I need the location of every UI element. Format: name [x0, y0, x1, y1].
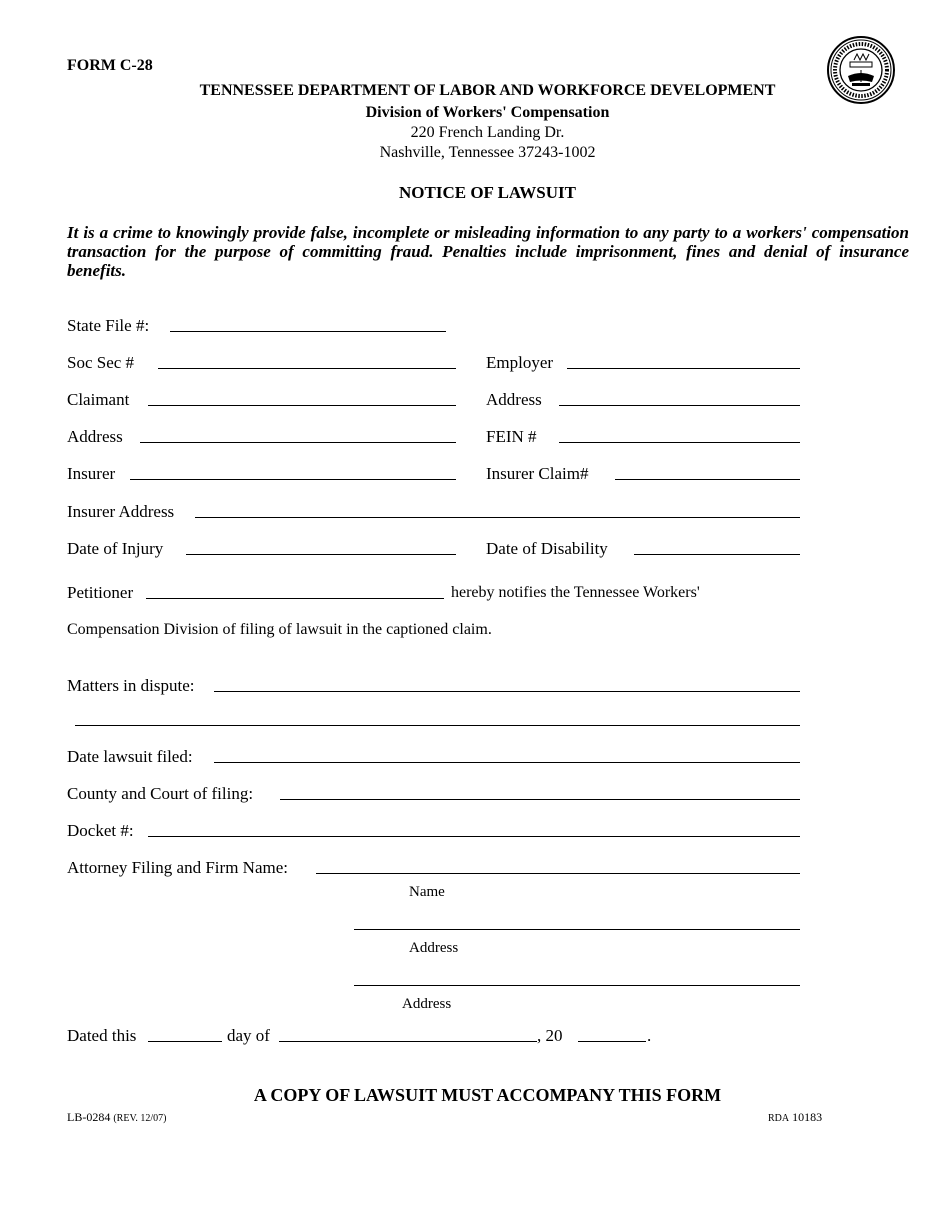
insurer-address-field[interactable]: [195, 517, 800, 518]
insurer-address-label: Insurer Address: [67, 502, 175, 521]
address-line-1: 220 French Landing Dr.: [410, 124, 565, 141]
dated-day-field[interactable]: [148, 1041, 222, 1042]
date-of-injury-field[interactable]: [186, 554, 456, 555]
attorney-address-field-1[interactable]: [354, 929, 800, 930]
soc-sec-label: Soc Sec #: [67, 353, 135, 372]
petitioner-field[interactable]: [146, 598, 444, 599]
petitioner-label: Petitioner: [67, 583, 134, 602]
insurer-claim-label: Insurer Claim#: [486, 464, 589, 483]
form-number: LB-0284: [67, 1110, 111, 1124]
state-file-label: State File #:: [67, 316, 150, 335]
docket-label: Docket #:: [67, 821, 134, 840]
employer-address-field[interactable]: [559, 405, 800, 406]
date-of-injury-label: Date of Injury: [67, 539, 164, 558]
attorney-label: Attorney Filing and Firm Name:: [67, 858, 288, 877]
employer-label: Employer: [486, 353, 554, 372]
notice-text-part2: Compensation Division of filing of lawsuit in the captioned claim.: [67, 621, 492, 638]
date-lawsuit-filed-field[interactable]: [214, 762, 800, 763]
employer-field[interactable]: [567, 368, 800, 369]
employer-address-label: Address: [486, 390, 542, 409]
claimant-address-label: Address: [67, 427, 123, 446]
dated-month-field[interactable]: [279, 1041, 537, 1042]
state-file-field[interactable]: [170, 331, 446, 332]
date-of-disability-label: Date of Disability: [486, 539, 608, 558]
date-of-disability-field[interactable]: [634, 554, 800, 555]
rda-code: [768, 1110, 822, 1125]
division-name: Division of Workers' Compensation: [365, 104, 610, 121]
insurer-field[interactable]: [130, 479, 456, 480]
day-of-label: day of: [227, 1026, 270, 1045]
date-lawsuit-filed-label: Date lawsuit filed:: [67, 747, 193, 766]
matters-in-dispute-label: Matters in dispute:: [67, 676, 195, 695]
address-line-2: Nashville, Tennessee 37243-1002: [379, 144, 596, 161]
matters-in-dispute-field[interactable]: [214, 691, 800, 692]
claimant-address-field[interactable]: [140, 442, 456, 443]
attorney-address-field-2[interactable]: [354, 985, 800, 986]
notice-text-part1: hereby notifies the Tennessee Workers': [451, 584, 700, 601]
dated-year-field[interactable]: [578, 1041, 646, 1042]
form-code: FORM C-28: [67, 57, 153, 74]
county-court-label: County and Court of filing:: [67, 784, 254, 803]
year-prefix-label: , 20: [537, 1026, 563, 1045]
fein-field[interactable]: [559, 442, 800, 443]
fein-label: FEIN #: [486, 427, 537, 446]
form-title: NOTICE OF LAWSUIT: [399, 183, 576, 202]
claimant-label: Claimant: [67, 390, 130, 409]
revision-date: (REV. 12/07): [113, 1113, 167, 1124]
copy-notice: A COPY OF LAWSUIT MUST ACCOMPANY THIS FORM: [253, 1085, 722, 1105]
attorney-address-caption-1: Address: [409, 940, 459, 956]
county-court-field[interactable]: [280, 799, 800, 800]
department-name: TENNESSEE DEPARTMENT OF LABOR AND WORKFORCE DEVELOPMENT: [199, 82, 776, 99]
attorney-name-caption: Name: [409, 884, 445, 900]
docket-field[interactable]: [148, 836, 800, 837]
insurer-label: Insurer: [67, 464, 116, 483]
attorney-address-caption-2: Address: [402, 996, 452, 1012]
dated-period: .: [647, 1026, 652, 1045]
soc-sec-field[interactable]: [158, 368, 456, 369]
form-revision: [67, 1110, 167, 1125]
attorney-name-field[interactable]: [316, 873, 800, 874]
rda-prefix: RDA: [768, 1113, 790, 1124]
fraud-warning: It is a crime to knowingly provide false, incomplete or misleading information to any party to a workers' compensation transaction for the purpose of committing fraud. Penalties include imprisonment, fines and denial of insurance benefits.: [67, 223, 909, 280]
insurer-claim-field[interactable]: [615, 479, 800, 480]
dated-this-label: Dated this: [67, 1026, 137, 1045]
claimant-field[interactable]: [148, 405, 456, 406]
matters-in-dispute-field-line2[interactable]: [75, 725, 800, 726]
rda-number: 10183: [792, 1110, 823, 1124]
